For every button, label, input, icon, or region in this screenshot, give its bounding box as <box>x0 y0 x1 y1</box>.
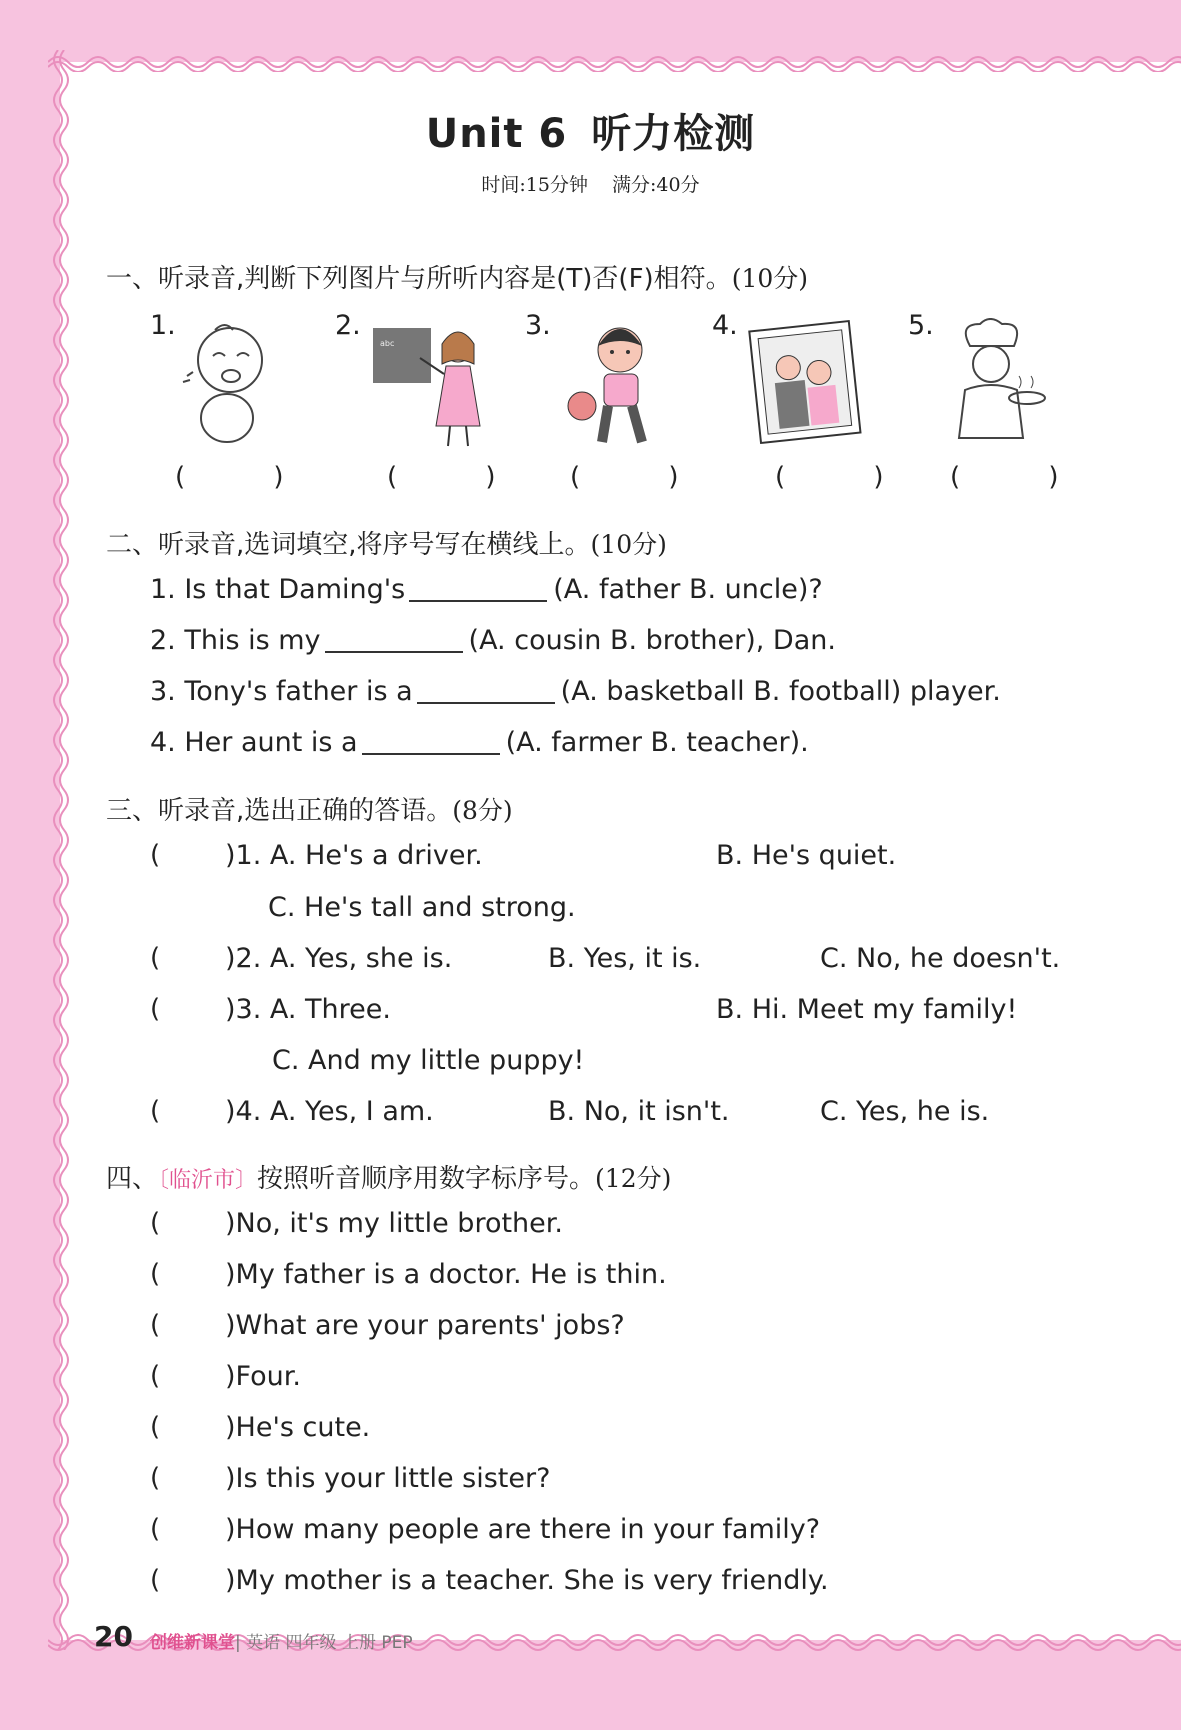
page-title <box>0 102 1181 159</box>
answer-paren-q1[interactable]: ( <box>150 840 161 870</box>
q1-option-c: C. He's tall and strong. <box>268 892 576 923</box>
section3-points: (8分) <box>452 796 513 825</box>
fill-item-4-text: 4. Her aunt is a <box>150 727 358 758</box>
q4-option-b: B. No, it isn't. <box>548 1096 730 1127</box>
answer-paren-5[interactable]: ( ) <box>950 462 1099 492</box>
fill-blank-2[interactable] <box>325 625 463 653</box>
picture-number-4: 4. <box>712 310 738 341</box>
order-paren-5[interactable]: ( <box>150 1412 161 1442</box>
left-wavy-border <box>48 50 72 1650</box>
title-label: 听力检测 <box>591 111 756 157</box>
fill-item-2-options: (A. cousin B. brother), Dan. <box>468 625 836 656</box>
fill-item-3-options: (A. basketball B. football) player. <box>560 676 1001 707</box>
answer-paren-q3[interactable]: ( <box>150 994 161 1024</box>
section2-heading <box>106 524 667 561</box>
fill-blank-3[interactable] <box>417 676 555 704</box>
fill-item-2 <box>150 625 836 656</box>
answer-paren-3[interactable]: ( ) <box>570 462 719 492</box>
family-photo-icon <box>745 318 865 453</box>
q2-option-b: B. Yes, it is. <box>548 943 702 974</box>
section2-heading-text: 二、听录音,选词填空,将序号写在横线上。 <box>106 530 591 560</box>
section3-heading <box>106 790 513 827</box>
fill-item-1-text: 1. Is that Daming's <box>150 574 406 605</box>
fill-item-4-options: (A. farmer B. teacher). <box>505 727 809 758</box>
picture-number-1: 1. <box>150 310 176 341</box>
q4-option-a: )4. A. Yes, I am. <box>225 1096 434 1127</box>
fill-item-3 <box>150 676 1001 707</box>
order-item-3: )What are your parents' jobs? <box>225 1310 625 1341</box>
q1-option-b: B. He's quiet. <box>716 840 897 871</box>
order-paren-7[interactable]: ( <box>150 1514 161 1544</box>
time-label: 时间:15分钟 <box>481 174 588 196</box>
order-paren-8[interactable]: ( <box>150 1565 161 1595</box>
order-item-7: )How many people are there in your family? <box>225 1514 821 1545</box>
fill-blank-1[interactable] <box>409 574 547 602</box>
section4-source-tag: 〔临沂市〕 <box>158 1168 258 1193</box>
fill-item-1 <box>150 574 823 605</box>
q3-option-b: B. Hi. Meet my family! <box>716 994 1018 1025</box>
answer-paren-1[interactable]: ( ) <box>175 462 324 492</box>
q1-option-a: )1. A. He's a driver. <box>225 840 483 871</box>
crying-baby-icon <box>175 318 295 453</box>
chef-icon <box>935 318 1055 453</box>
score-label: 满分:40分 <box>612 174 700 196</box>
footer-book-info: | 英语 四年级 上册 PEP <box>235 1633 413 1653</box>
q4-option-c: C. Yes, he is. <box>820 1096 990 1127</box>
section2-points: (10分) <box>590 530 667 559</box>
order-paren-6[interactable]: ( <box>150 1463 161 1493</box>
boy-with-basketball-icon <box>560 318 680 453</box>
order-item-4: )Four. <box>225 1361 301 1392</box>
q3-option-c: C. And my little puppy! <box>272 1045 585 1076</box>
footer-brand: 创维新课堂 <box>150 1633 235 1653</box>
section1-heading-text: 一、听录音,判断下列图片与所听内容是(T)否(F)相符。 <box>106 264 732 294</box>
answer-paren-q4[interactable]: ( <box>150 1096 161 1126</box>
fill-blank-4[interactable] <box>362 727 500 755</box>
order-item-8: )My mother is a teacher. She is very friendly. <box>225 1565 829 1596</box>
page-number: 20 <box>94 1620 133 1653</box>
section4-points: (12分) <box>595 1164 672 1193</box>
order-paren-1[interactable]: ( <box>150 1208 161 1238</box>
order-paren-4[interactable]: ( <box>150 1361 161 1391</box>
svg-text:abc: abc <box>380 339 395 348</box>
picture-number-5: 5. <box>908 310 934 341</box>
fill-item-2-text: 2. This is my <box>150 625 321 656</box>
order-item-1: )No, it's my little brother. <box>225 1208 563 1239</box>
section4-heading-text: 按照听音顺序用数字标序号。 <box>257 1164 596 1194</box>
section4-heading <box>106 1158 671 1195</box>
answer-paren-4[interactable]: ( ) <box>775 462 924 492</box>
section1-heading <box>106 258 808 295</box>
order-item-5: )He's cute. <box>225 1412 371 1443</box>
order-item-6: )Is this your little sister? <box>225 1463 551 1494</box>
section3-heading-text: 三、听录音,选出正确的答语。 <box>106 796 453 826</box>
q2-option-a: )2. A. Yes, she is. <box>225 943 453 974</box>
picture-number-2: 2. <box>335 310 361 341</box>
fill-item-3-text: 3. Tony's father is a <box>150 676 413 707</box>
q3-option-a: )3. A. Three. <box>225 994 391 1025</box>
answer-paren-q2[interactable]: ( <box>150 943 161 973</box>
order-paren-3[interactable]: ( <box>150 1310 161 1340</box>
order-item-2: )My father is a doctor. He is thin. <box>225 1259 667 1290</box>
answer-paren-2[interactable]: ( ) <box>387 462 536 492</box>
order-paren-2[interactable]: ( <box>150 1259 161 1289</box>
fill-item-4 <box>150 727 809 758</box>
section4-prefix: 四、 <box>106 1164 159 1194</box>
picture-number-3: 3. <box>525 310 551 341</box>
teacher-at-blackboard-icon <box>370 318 490 453</box>
q2-option-c: C. No, he doesn't. <box>820 943 1061 974</box>
top-wavy-border <box>48 46 1181 72</box>
section1-points: (10分) <box>731 264 809 293</box>
page-subtitle <box>0 170 1181 197</box>
unit-label: Unit 6 <box>425 111 568 157</box>
fill-item-1-options: (A. father B. uncle)? <box>553 574 823 605</box>
footer-info <box>150 1628 413 1653</box>
